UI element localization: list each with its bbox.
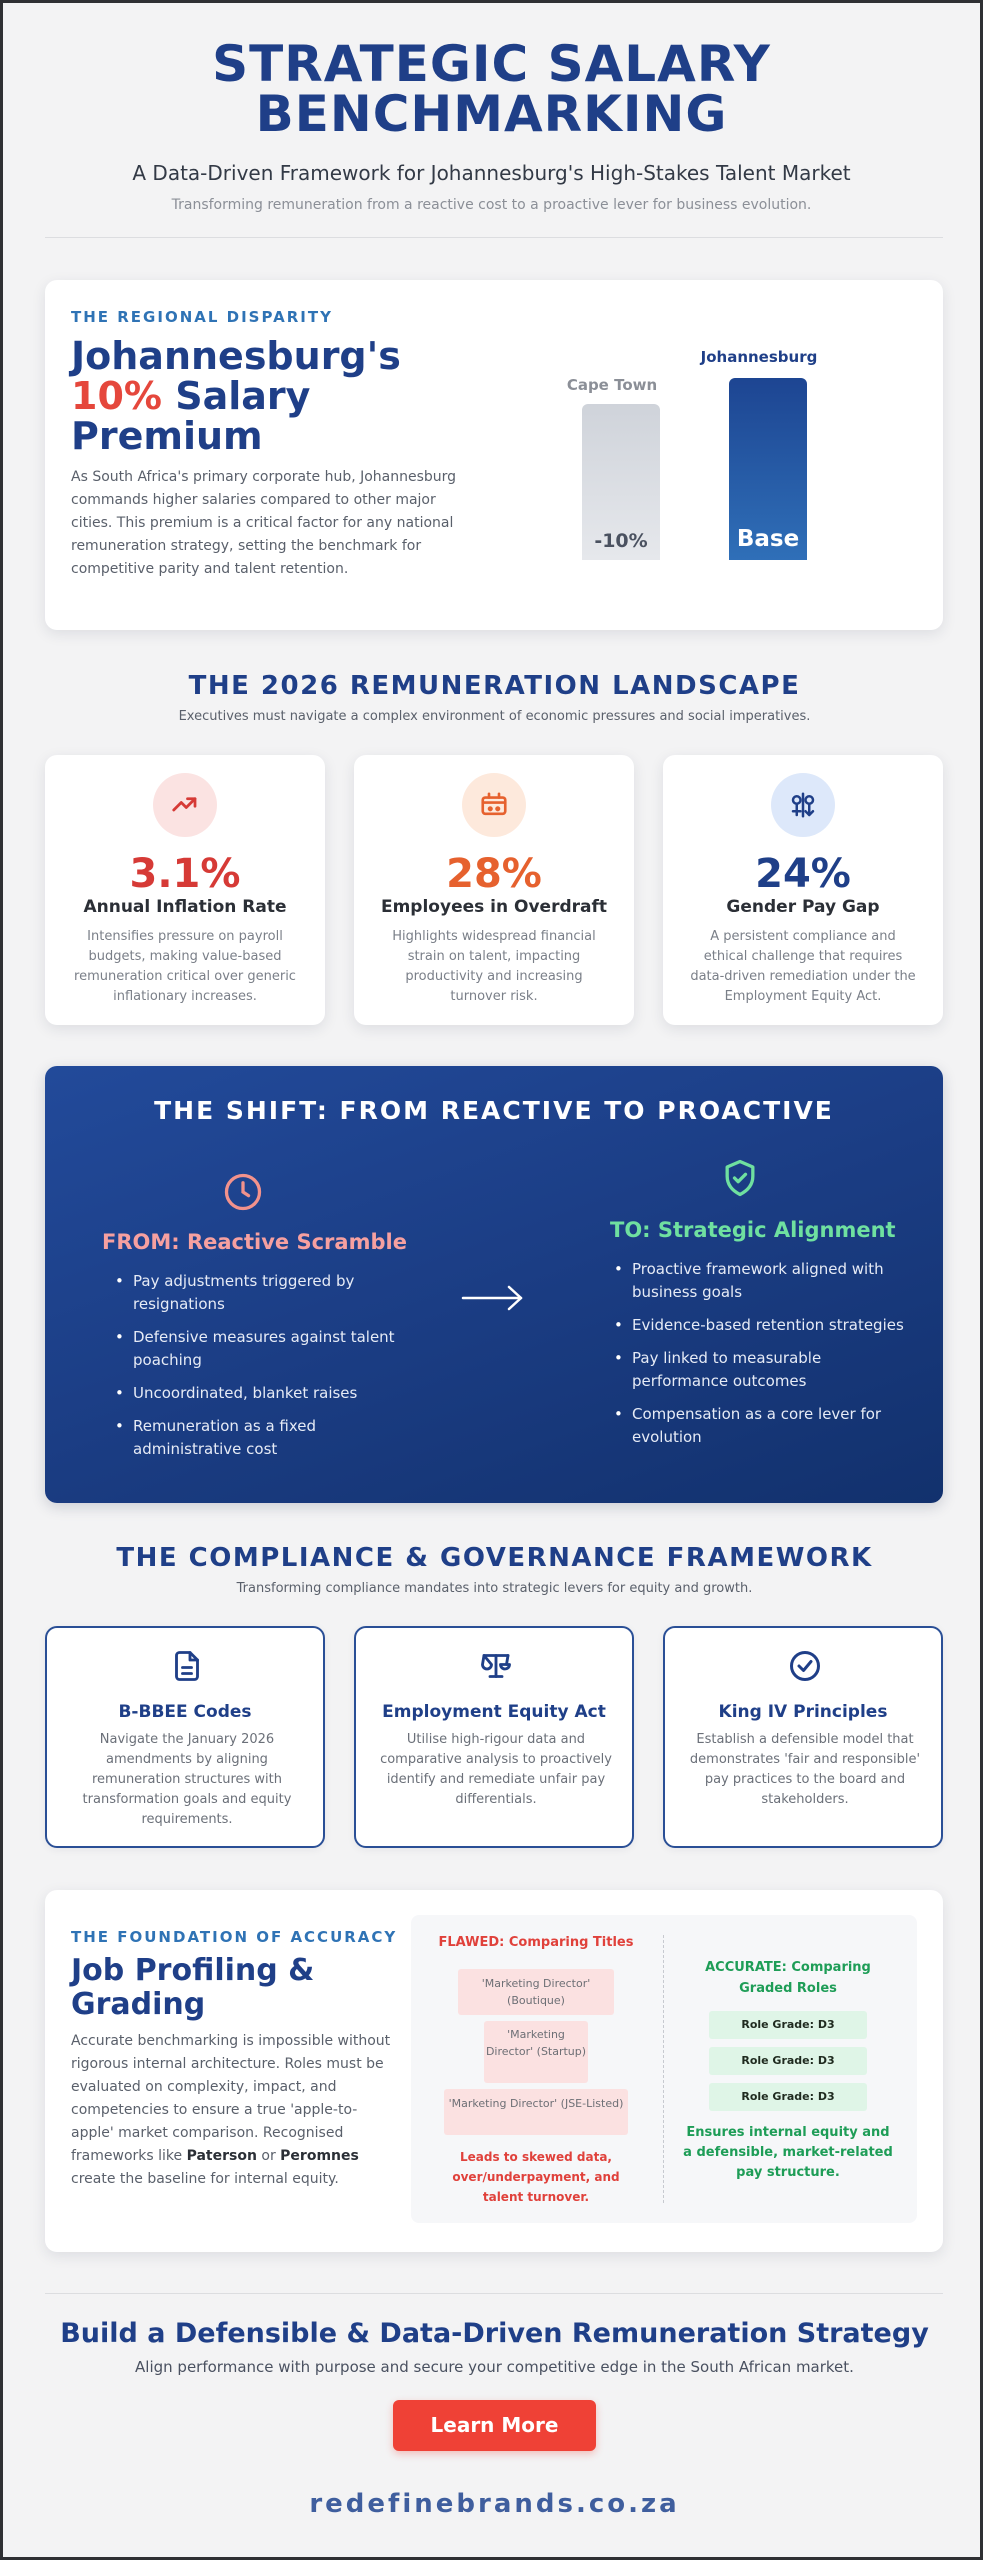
scale-icon <box>478 1648 514 1684</box>
document-icon <box>169 1648 205 1684</box>
stat-value: 28% <box>446 851 542 897</box>
dashed-divider <box>663 1935 664 2203</box>
divider <box>45 237 943 238</box>
card-desc: Utilise high-rigour data and comparative analysis to proactively identify and remediate unfair pay differentials. <box>380 1732 612 1807</box>
framework-paterson: Paterson <box>186 2148 257 2164</box>
gender-icon <box>771 773 835 837</box>
stat-label: Employees in Overdraft <box>380 897 608 917</box>
heading-line-1: Job Profiling & <box>71 1953 315 1988</box>
arrow-right-icon <box>461 1284 525 1312</box>
card-title: Employment Equity Act <box>382 1702 606 1722</box>
heading-line-3: Premium <box>71 414 263 458</box>
landscape-title: THE 2026 REMUNERATION LANDSCAPE <box>188 671 801 701</box>
compliance-card-king-iv <box>663 1626 943 1848</box>
stat-desc: Intensifies pressure on payroll budgets, making value-based remuneration critical over generic inflationary increases. <box>74 929 296 1004</box>
trend-up-icon <box>153 773 217 837</box>
stat-card-inflation <box>45 755 325 1025</box>
flawed-heading: FLAWED: Comparing Titles <box>438 1935 634 1950</box>
regional-kicker: THE REGIONAL DISPARITY <box>71 308 333 326</box>
stat-desc: A persistent compliance and ethical challenge that requires data-driven remediation under the Employment Equity Act. <box>690 929 916 1004</box>
page-header <box>3 35 980 213</box>
list-item: • Uncoordinated, blanket raises <box>115 1382 415 1405</box>
wallet-icon <box>462 773 526 837</box>
card-desc: Navigate the January 2026 amendments by aligning remuneration structures with transformation goals and equity requirements. <box>82 1732 292 1827</box>
card-desc: Establish a defensible model that demonstrates 'fair and responsible' pay practices to the board and stakeholders. <box>689 1732 921 1807</box>
stat-value: 3.1% <box>129 851 241 897</box>
heading-rest: Salary <box>161 374 311 418</box>
shift-title: THE SHIFT: FROM REACTIVE TO PROACTIVE <box>154 1096 834 1125</box>
to-heading: TO: Strategic Alignment <box>610 1218 896 1242</box>
cta-title: Build a Defensible & Data-Driven Remuneration Strategy <box>60 2318 929 2349</box>
premium-highlight: 10% <box>71 374 162 418</box>
foundation-kicker: THE FOUNDATION OF ACCURACY <box>71 1928 398 1946</box>
body-text: Accurate benchmarking is impossible without rigorous internal architecture. Roles must be evaluated on complexity, impact, and competencies to ensure a true 'apple-to-apple' market comparison. Recognised frameworks like <box>71 2033 391 2164</box>
list-item: • Evidence-based retention strategies <box>614 1314 904 1337</box>
title-line-2: BENCHMARKING <box>255 85 728 143</box>
flawed-title-box: 'Marketing Director' (JSE-Listed) <box>444 2089 628 2135</box>
heading-line-2: Grading <box>71 1987 206 2022</box>
website-link[interactable]: redefinebrands.co.za <box>309 2489 680 2519</box>
compliance-card-eea <box>354 1626 634 1848</box>
from-heading: FROM: Reactive Scramble <box>102 1230 407 1254</box>
body-text: create the baseline for internal equity. <box>71 2171 339 2187</box>
flawed-title-box: 'Marketing Director' (Startup) <box>484 2021 588 2083</box>
role-grade-box: Role Grade: D3 <box>709 2083 867 2111</box>
foundation-body <box>71 2030 399 2191</box>
bar-johannesburg <box>729 378 807 560</box>
role-grade-box: Role Grade: D3 <box>709 2047 867 2075</box>
bar-cape-town <box>582 404 660 560</box>
check-circle-icon <box>787 1648 823 1684</box>
cta-subtitle: Align performance with purpose and secure your competitive edge in the South African market. <box>135 2358 854 2376</box>
from-list <box>115 1270 415 1471</box>
title-line-1: STRATEGIC SALARY <box>212 35 771 93</box>
stat-value: 24% <box>755 851 851 897</box>
bar-value-johannesburg: Base <box>736 526 800 552</box>
flawed-title-box: 'Marketing Director' (Boutique) <box>458 1969 614 2015</box>
stat-card-overdraft <box>354 755 634 1025</box>
regional-heading <box>71 336 491 456</box>
landscape-subtitle: Executives must navigate a complex environment of economic pressures and social imperatives. <box>178 709 811 724</box>
divider <box>45 2293 943 2294</box>
regional-body: As South Africa's primary corporate hub, Johannesburg commands higher salaries compared to other major cities. This premium is a critical factor for any national remuneration strategy, setting the benchmark for competitive parity and talent retention. <box>71 469 457 577</box>
heading-line-1: Johannesburg's <box>71 334 401 378</box>
list-item: • Remuneration as a fixed administrative cost <box>115 1415 415 1461</box>
list-item: • Proactive framework aligned with business goals <box>614 1258 904 1304</box>
stat-label: Gender Pay Gap <box>726 897 880 917</box>
stat-label: Annual Inflation Rate <box>83 897 287 917</box>
heading-line-2 <box>71 376 491 416</box>
bar-value-cape-town: -10% <box>594 530 648 552</box>
body-text: or <box>256 2148 281 2164</box>
shift-panel <box>45 1066 943 1503</box>
shield-check-icon <box>718 1156 762 1200</box>
compliance-card-bbbee <box>45 1626 325 1848</box>
bar-label-cape-town: Cape Town <box>566 376 658 394</box>
card-title: B-BBEE Codes <box>118 1702 252 1722</box>
list-item: • Defensive measures against talent poaching <box>115 1326 415 1372</box>
foundation-heading <box>71 1954 314 2022</box>
learn-more-button[interactable]: Learn More <box>393 2400 596 2451</box>
page-tagline: Transforming remuneration from a reactive cost to a proactive lever for business evolution. <box>171 197 812 213</box>
bar-label-johannesburg: Johannesburg <box>700 348 818 366</box>
stat-desc: Highlights widespread financial strain on talent, impacting productivity and increasing turnover risk. <box>392 929 596 1004</box>
framework-peromnes: Peromnes <box>280 2148 359 2164</box>
stat-card-gender-gap <box>663 755 943 1025</box>
list-item: • Pay linked to measurable performance outcomes <box>614 1347 904 1393</box>
flawed-result: Leads to skewed data, over/underpayment, and talent turnover. <box>452 2150 620 2204</box>
page-title <box>3 35 980 143</box>
list-item: • Pay adjustments triggered by resignations <box>115 1270 415 1316</box>
regional-card <box>45 280 943 630</box>
to-list <box>614 1258 904 1459</box>
page-subtitle: A Data-Driven Framework for Johannesburg's High-Stakes Talent Market <box>132 161 851 185</box>
accurate-result: Ensures internal equity and a defensible, market-related pay structure. <box>683 2125 893 2180</box>
comparison-panel <box>411 1915 917 2223</box>
compliance-title: THE COMPLIANCE & GOVERNANCE FRAMEWORK <box>116 1543 873 1573</box>
compliance-subtitle: Transforming compliance mandates into strategic levers for equity and growth. <box>236 1581 753 1596</box>
accurate-heading: ACCURATE: Comparing Graded Roles <box>705 1960 871 1996</box>
role-grade-box: Role Grade: D3 <box>709 2011 867 2039</box>
list-item: • Compensation as a core lever for evolution <box>614 1403 904 1449</box>
card-title: King IV Principles <box>718 1702 888 1722</box>
clock-icon <box>221 1170 265 1214</box>
